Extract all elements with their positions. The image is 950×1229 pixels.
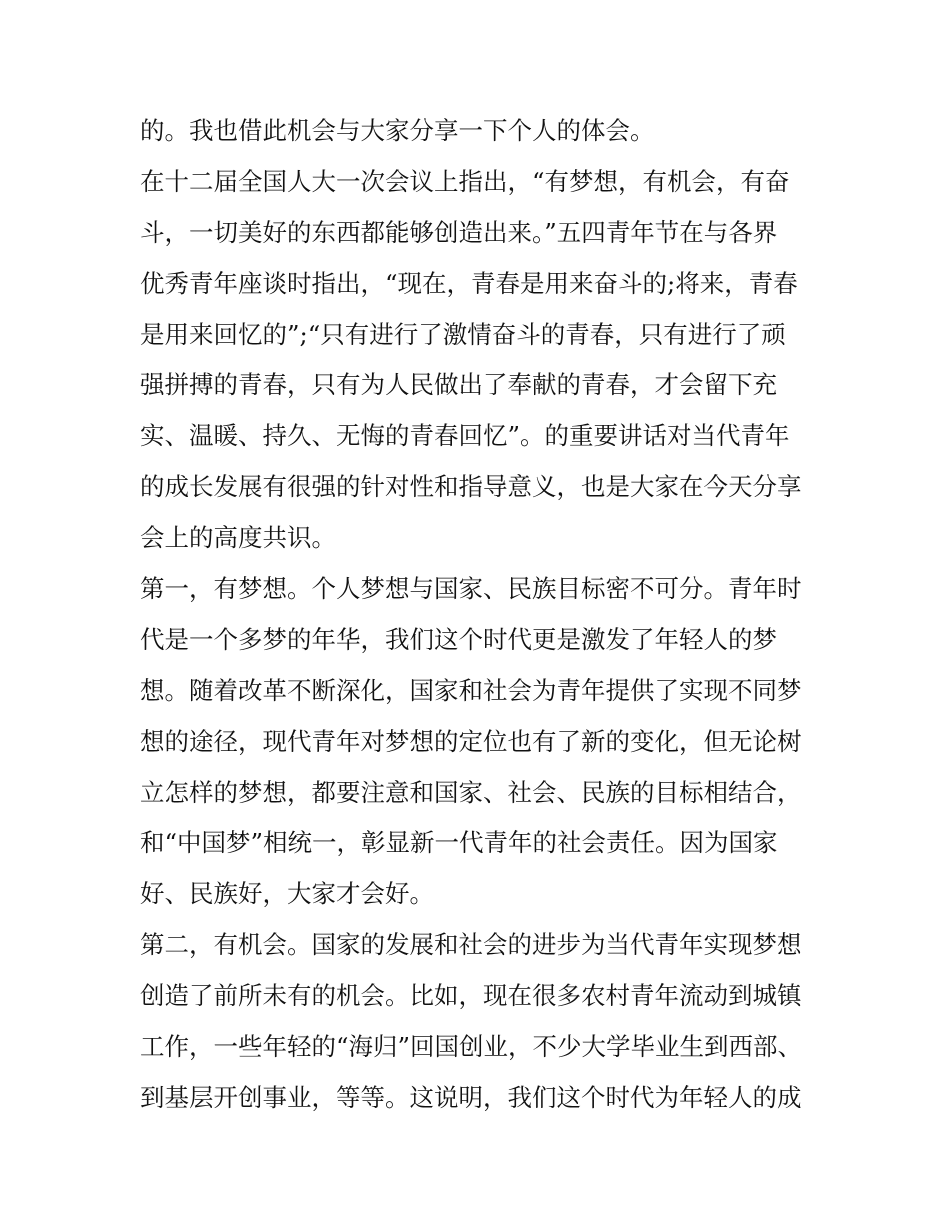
- text-line: 和“中国梦”相统一，彰显新一代青年的社会责任。因为国家: [140, 828, 778, 858]
- text-line: 优秀青年座谈时指出，“现在，青春是用来奋斗的;将来，青春: [140, 268, 798, 298]
- text-line: 想。随着改革不断深化，国家和社会为青年提供了实现不同梦: [140, 675, 802, 705]
- text-line: 强拼搏的青春，只有为人民做出了奉献的青春，才会留下充: [140, 370, 777, 400]
- text-line: 第一，有梦想。个人梦想与国家、民族目标密不可分。青年时: [140, 574, 802, 604]
- text-line: 斗，一切美好的东西都能够创造出来。”五四青年节在与各界: [140, 217, 778, 247]
- text-line: 在十二届全国人大一次会议上指出，“有梦想，有机会，有奋: [140, 166, 790, 196]
- text-line: 立怎样的梦想，都要注意和国家、社会、民族的目标相结合，: [140, 777, 802, 807]
- text-line: 的成长发展有很强的针对性和指导意义，也是大家在今天分享: [140, 472, 802, 502]
- text-line: 实、温暖、持久、无悔的青春回忆”。的重要讲话对当代青年: [140, 421, 790, 451]
- text-line: 创造了前所未有的机会。比如，现在很多农村青年流动到城镇: [140, 981, 802, 1011]
- text-line: 会上的高度共识。: [140, 523, 336, 553]
- text-line: 到基层开创事业，等等。这说明，我们这个时代为年轻人的成: [140, 1082, 802, 1112]
- text-line: 工作，一些年轻的“海归”回国创业，不少大学毕业生到西部、: [140, 1032, 803, 1062]
- document-body: [140, 106, 820, 1124]
- text-line: 的。我也借此机会与大家分享一下个人的体会。: [140, 116, 655, 145]
- text-line: 想的途径，现代青年对梦想的定位也有了新的变化，但无论树: [140, 726, 802, 756]
- text-line: 第二，有机会。国家的发展和社会的进步为当代青年实现梦想: [140, 930, 802, 960]
- text-line: 代是一个多梦的年华，我们这个时代更是激发了年轻人的梦: [140, 624, 777, 654]
- text-line: 是用来回忆的”;“只有进行了激情奋斗的青春，只有进行了顽: [140, 319, 786, 349]
- text-line: 好、民族好，大家才会好。: [140, 879, 434, 909]
